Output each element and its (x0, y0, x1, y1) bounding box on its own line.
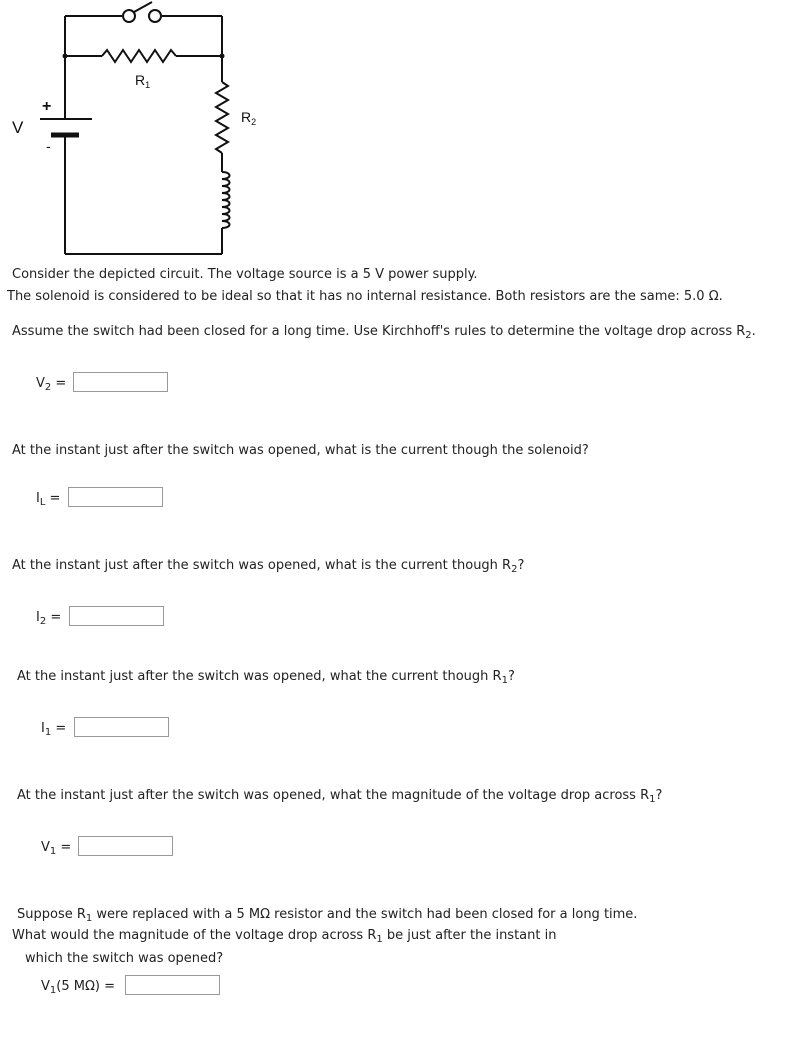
question-2-text: At the instant just after the switch was opened, what is the current though the solenoid? (12, 443, 589, 458)
question-1-text: Assume the switch had been closed for a long time. Use Kirchhoff's rules to determine the voltage drop across $R_2$. (12, 324, 756, 341)
i1-answer-input[interactable] (74, 717, 169, 737)
question-4-text: At the instant just after the switch was opened, what the current though $R_1$? (17, 669, 515, 686)
il-answer-input[interactable] (68, 487, 163, 507)
question-3-text: At the instant just after the switch was opened, what is the current though $R_2$? (12, 558, 525, 575)
v1-answer-input[interactable] (78, 836, 173, 856)
resistor-r1 (102, 50, 176, 62)
circuit-diagram (0, 0, 804, 270)
il-label: $I_L$ = (36, 491, 61, 508)
node-right (220, 54, 225, 59)
r2-label: $R_2$ (241, 109, 257, 127)
question-6-line-2: What would the magnitude of the voltage drop across $R_1$ be just after the instant in (12, 928, 557, 945)
switch-contact-right (149, 10, 161, 22)
question-6-line-1: Suppose $R_1$ were replaced with a 5 MΩ resistor and the switch had been closed for a long time. (17, 907, 638, 924)
solenoid-coil (222, 172, 230, 228)
intro-line-1: Consider the depicted circuit. The voltage source is a 5 V power supply. (12, 267, 478, 282)
resistor-r2 (216, 82, 228, 153)
plus-sign: + (42, 98, 52, 115)
i2-label: $I_2$ = (36, 610, 62, 627)
v1-5mohm-label: $V_1(5$ MΩ) = (41, 979, 116, 996)
r1-label: $R_1$ (135, 72, 151, 90)
switch-lever (134, 2, 152, 12)
v1-label: $V_1$ = (41, 840, 72, 857)
question-5-text: At the instant just after the switch was opened, what the magnitude of the voltage drop across $R_1$? (17, 788, 663, 805)
i1-label: $I_1$ = (41, 721, 67, 738)
i2-answer-input[interactable] (69, 606, 164, 626)
voltage-label: V (12, 118, 24, 137)
switch-contact-left (123, 10, 135, 22)
v2-answer-input[interactable] (73, 372, 168, 392)
intro-line-2: The solenoid is considered to be ideal so that it has no internal resistance. Both resistors are the same: 5.0 Ω. (7, 289, 723, 304)
minus-sign: - (46, 138, 51, 154)
question-6-line-3: which the switch was opened? (25, 951, 224, 966)
node-left (63, 54, 68, 59)
v1-5mohm-answer-input[interactable] (125, 975, 220, 995)
v2-label: $V_2$ = (36, 376, 67, 393)
